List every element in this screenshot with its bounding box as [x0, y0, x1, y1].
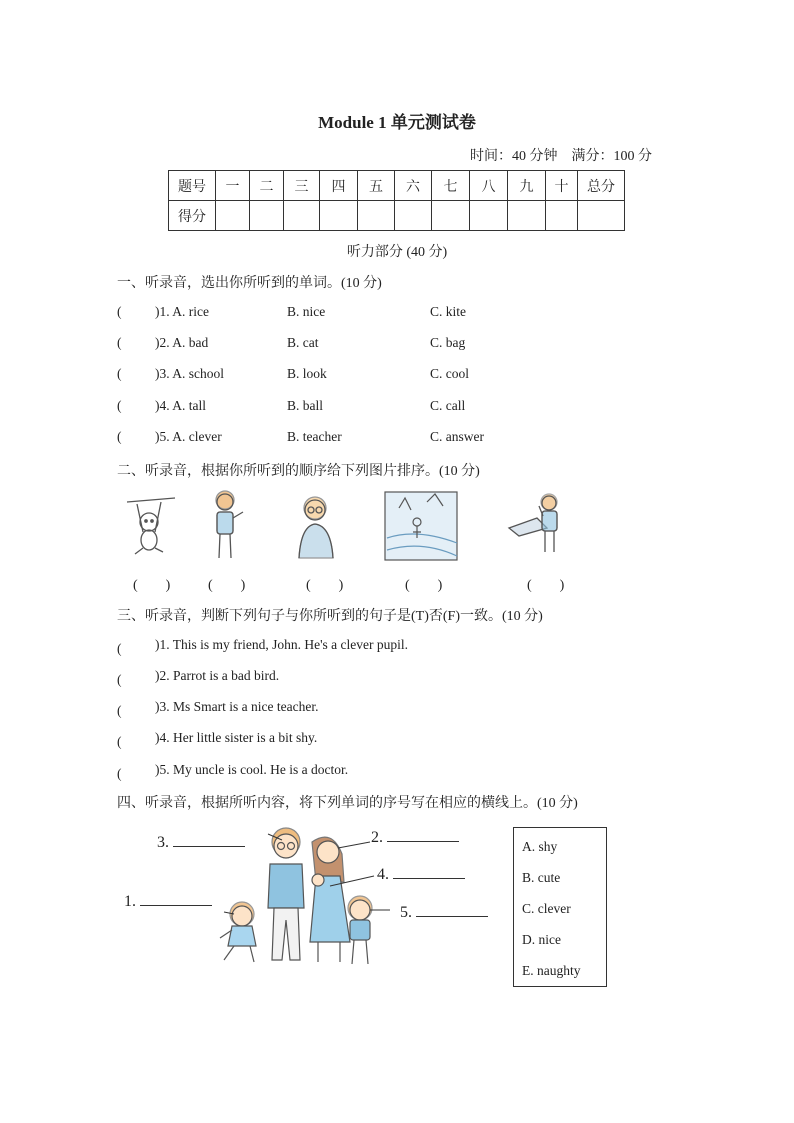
answer-blank-5[interactable]	[400, 902, 488, 922]
item-option-a: )2. A. bad	[155, 335, 209, 350]
item-option-a: )3. A. school	[155, 366, 224, 381]
score-header-cell: 三	[284, 171, 320, 201]
answer-blank-2[interactable]	[371, 827, 459, 847]
score-header-cell: 九	[508, 171, 546, 201]
blank-number: 3.	[157, 834, 169, 851]
time-info: 时间：40 分钟 满分：100 分	[470, 149, 652, 164]
blank-line[interactable]	[393, 864, 465, 879]
item-option-b: B. teacher	[287, 429, 342, 444]
statement-text: )4. Her little sister is a bit shy.	[155, 730, 318, 745]
answer-paren[interactable]: (	[117, 304, 139, 319]
phone-boy-picture	[509, 494, 557, 552]
section1-item	[117, 398, 717, 416]
section1-item	[117, 304, 717, 322]
score-cell[interactable]	[470, 201, 508, 231]
score-table-header-row	[169, 171, 625, 201]
answer-blank-4[interactable]	[377, 864, 465, 884]
score-cell[interactable]	[216, 201, 250, 231]
score-cell[interactable]	[432, 201, 470, 231]
item-option-c: C. kite	[430, 304, 466, 319]
monkey-picture	[127, 498, 175, 554]
item-option-c: C. cool	[430, 366, 469, 381]
river-picture	[385, 492, 457, 560]
section3-item	[117, 637, 717, 655]
picture-answer-paren[interactable]: ( )	[133, 578, 171, 593]
blank-number: 4.	[377, 866, 389, 883]
blank-line[interactable]	[173, 832, 245, 847]
score-row-label: 得分	[169, 201, 216, 231]
score-header-cell: 六	[395, 171, 432, 201]
word-option: A. shy	[522, 839, 558, 854]
score-cell[interactable]	[284, 201, 320, 231]
item-option-b: B. ball	[287, 398, 323, 413]
answer-blank-3[interactable]	[157, 832, 245, 852]
section1-heading: 一、听录音，选出你所听到的单词。(10 分)	[117, 276, 382, 291]
answer-paren[interactable]: (	[117, 672, 149, 687]
blank-line[interactable]	[387, 827, 459, 842]
answer-paren[interactable]: (	[117, 641, 149, 656]
answer-paren[interactable]: (	[117, 335, 139, 350]
picture-answer-paren[interactable]: ( )	[405, 578, 443, 593]
answer-paren[interactable]: (	[117, 766, 149, 781]
score-header-cell: 二	[250, 171, 284, 201]
page-title: Module 1 单元测试卷	[318, 113, 476, 132]
section1-item	[117, 335, 717, 353]
word-option: E. naughty	[522, 963, 581, 978]
score-cell[interactable]	[508, 201, 546, 231]
item-option-c: C. call	[430, 398, 466, 413]
item-option-c: C. answer	[430, 429, 484, 444]
section2-pictures	[117, 488, 577, 568]
blank-line[interactable]	[140, 891, 212, 906]
answer-blank-1[interactable]	[124, 891, 212, 911]
word-option: B. cute	[522, 870, 561, 885]
section4-heading: 四、听录音，根据所听内容，将下列单词的序号写在相应的横线上。(10 分)	[117, 796, 578, 811]
item-option-b: B. cat	[287, 335, 319, 350]
blank-number: 5.	[400, 904, 412, 921]
item-option-c: C. bag	[430, 335, 466, 350]
word-option: C. clever	[522, 901, 571, 916]
section2-heading: 二、听录音，根据你所听到的顺序给下列图片排序。(10 分)	[117, 464, 480, 479]
blank-line[interactable]	[416, 902, 488, 917]
section3-item	[117, 730, 717, 748]
item-option-a: )4. A. tall	[155, 398, 206, 413]
boy-picture	[216, 491, 243, 558]
picture-answer-paren[interactable]: ( )	[208, 578, 246, 593]
listening-section-label: 听力部分 (40 分)	[346, 245, 448, 260]
score-header-cell: 七	[432, 171, 470, 201]
score-cell[interactable]	[358, 201, 395, 231]
statement-text: )1. This is my friend, John. He's a clever pupil.	[155, 637, 409, 652]
score-cell[interactable]	[578, 201, 625, 231]
score-header-cell: 八	[470, 171, 508, 201]
answer-paren[interactable]: (	[117, 429, 139, 444]
section3-item	[117, 668, 717, 686]
score-header-cell: 十	[546, 171, 578, 201]
answer-paren[interactable]: (	[117, 734, 149, 749]
score-cell[interactable]	[250, 201, 284, 231]
score-cell[interactable]	[395, 201, 432, 231]
section1-item	[117, 366, 717, 384]
section3-item	[117, 699, 717, 717]
item-option-b: B. nice	[287, 304, 326, 319]
word-option: D. nice	[522, 932, 561, 947]
score-cell[interactable]	[546, 201, 578, 231]
item-option-b: B. look	[287, 366, 327, 381]
picture-answer-paren[interactable]: ( )	[306, 578, 344, 593]
score-cell[interactable]	[320, 201, 358, 231]
score-header-cell: 题号	[169, 171, 216, 201]
statement-text: )5. My uncle is cool. He is a doctor.	[155, 762, 349, 777]
answer-paren[interactable]: (	[117, 703, 149, 718]
section1-item	[117, 429, 717, 447]
score-table-score-row	[169, 201, 625, 231]
grandpa-picture	[299, 497, 333, 558]
picture-answer-paren[interactable]: ( )	[527, 578, 565, 593]
score-header-cell: 四	[320, 171, 358, 201]
answer-paren[interactable]: (	[117, 398, 139, 413]
item-option-a: )5. A. clever	[155, 429, 222, 444]
score-header-cell: 五	[358, 171, 395, 201]
blank-number: 2.	[371, 829, 383, 846]
item-option-a: )1. A. rice	[155, 304, 209, 319]
answer-paren[interactable]: (	[117, 366, 139, 381]
blank-number: 1.	[124, 893, 136, 910]
section3-item	[117, 762, 717, 780]
score-header-cell: 一	[216, 171, 250, 201]
word-bank-box	[513, 827, 607, 987]
statement-text: )3. Ms Smart is a nice teacher.	[155, 699, 319, 714]
section3-heading: 三、听录音，判断下列句子与你所听到的句子是(T)否(F)一致。(10 分)	[117, 609, 543, 624]
score-header-cell: 总分	[578, 171, 625, 201]
statement-text: )2. Parrot is a bad bird.	[155, 668, 280, 683]
score-table	[168, 170, 625, 231]
